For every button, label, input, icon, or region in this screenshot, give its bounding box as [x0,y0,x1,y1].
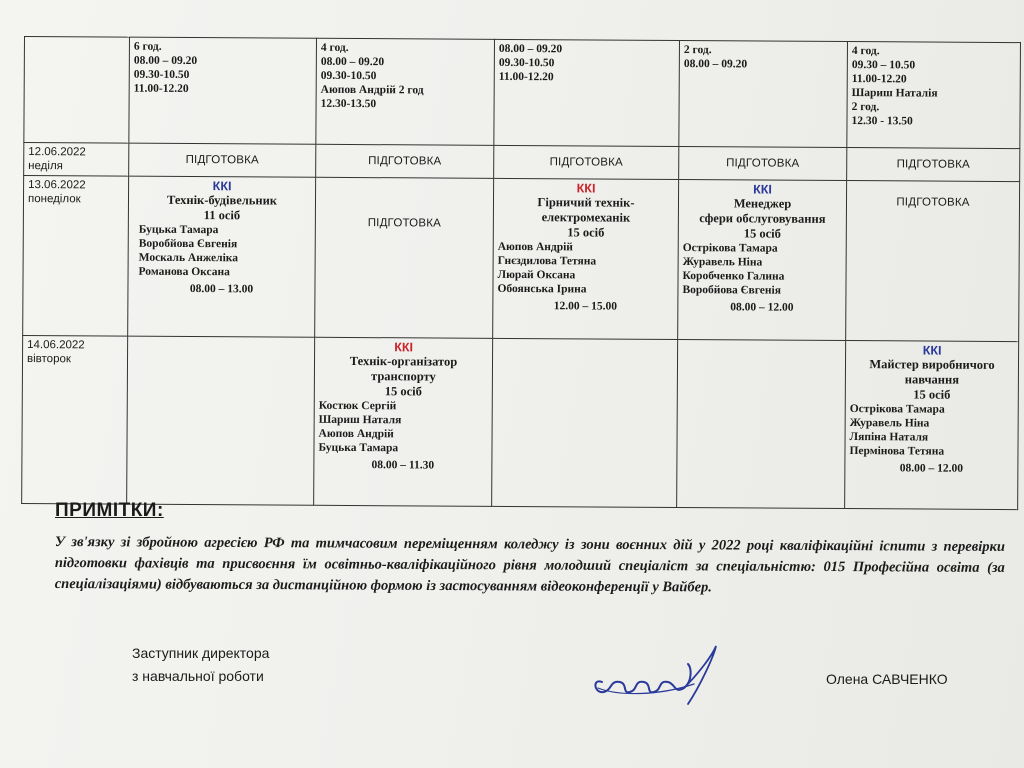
times-row [24,37,1021,149]
exam-cell [128,176,316,337]
commission-list: Острікова Тамара Журавель Ніна Ляпіна Наталя Пермінова Тетяна [849,403,945,458]
preparation-cell: ПІДГОТОВКА [847,148,1020,182]
exam-cell [678,180,847,341]
exam-cell [493,178,679,339]
empty-cell [677,339,846,508]
kki-label: ККІ [212,179,232,194]
preparation-cell: ПІДГОТОВКА [679,147,847,181]
signatory-name: Олена САВЧЕНКО [826,671,948,687]
specialty: Майстер виробничого навчання 15 осіб [869,357,995,402]
exam-cell [314,337,493,506]
exam-time: 08.00 – 13.00 [189,283,254,296]
date-cell: 12.06.2022 неділя [24,143,129,177]
exam-time: 08.00 – 12.00 [899,462,964,475]
date-cell: 14.06.2022 вівторок [22,335,128,504]
empty-cell [492,338,678,507]
specialty: Гірничий технік- електромеханік 15 осіб [537,195,635,240]
times-cell-0 [24,37,130,144]
exam-time: 08.00 – 12.00 [730,301,794,314]
day-row [23,176,1020,342]
day-row [22,335,1019,509]
signatory-position: Заступник директора з навчальної роботи [132,645,270,684]
notes-title: ПРИМІТКИ: [55,500,164,521]
times-cell-3: 08.00 – 09.20 09.30-10.50 11.00-12.20 [494,39,680,146]
schedule-table [21,36,1021,510]
times-cell-2: 4 год. 08.00 – 09.20 09.30-10.50 Аюпов Андрій 2 год 12.30-13.50 [316,38,495,145]
date-cell: 13.06.2022 понеділок [23,176,129,337]
times-cell-5: 4 год. 09.30 – 10.50 11.00-12.20 Шариш Наталія 2 год. 12.30 - 13.50 [847,42,1021,149]
specialty: Технік-організатор транспорту 15 осіб [349,353,458,399]
preparation-cell: ПІДГОТОВКА [494,145,679,179]
preparation-cell: ПІДГОТОВКА [129,143,316,177]
specialty: Технік-будівельник 11 осіб [166,192,278,223]
kki-label: ККІ [394,340,414,355]
preparation-cell: ПІДГОТОВКА [316,144,494,178]
commission-list: Острікова Тамара Журавель Ніна Коробченко Галина Воробйова Євгенія [682,242,785,297]
kki-label: ККІ [576,181,596,196]
notes-text: У зв'язку зі збройною агресією РФ та тимчасовим переміщенням коледжу із зони воєнних дій у 2022 році кваліфікаційні іспити з перевірки підготовки фахівців та присвоєння їм освітньо-кваліфікаційного рівня молодший спеціаліст за спеціальністю: 015 Професійна освіта (за спеціалізаціями) відбуваються за дистанційною формою із застосуванням відеоконференції у Вайбер. [54,534,1005,596]
commission-list: Костюк Сергій Шариш Наталя Аюпов Андрій Буцька Тамара [318,399,402,455]
preparation-cell: ПІДГОТОВКА [846,181,1020,342]
specialty: Менеджер сфери обслуговування 15 осіб [699,196,826,241]
commission-list: Буцька Тамара Воробйова Євгенія Москаль Анжеліка Романова Оксана [138,223,239,279]
exam-cell [845,341,1019,510]
times-cell-1: 6 год. 08.00 – 09.20 09.30-10.50 11.00-12.20 [129,37,317,144]
signature-image [588,638,728,713]
commission-list: Аюпов Андрій Гнєздилова Тетяна Люрай Оксана Обоянська Ірина [497,240,597,296]
preparation-cell: ПІДГОТОВКА [315,177,494,338]
exam-time: 08.00 – 11.30 [371,459,435,472]
times-cell-4: 2 год. 08.00 – 09.20 [679,41,848,148]
exam-time: 12.00 – 15.00 [553,300,618,313]
kki-label: ККІ [922,343,942,358]
kki-label: ККІ [753,182,772,197]
empty-cell [127,336,315,505]
